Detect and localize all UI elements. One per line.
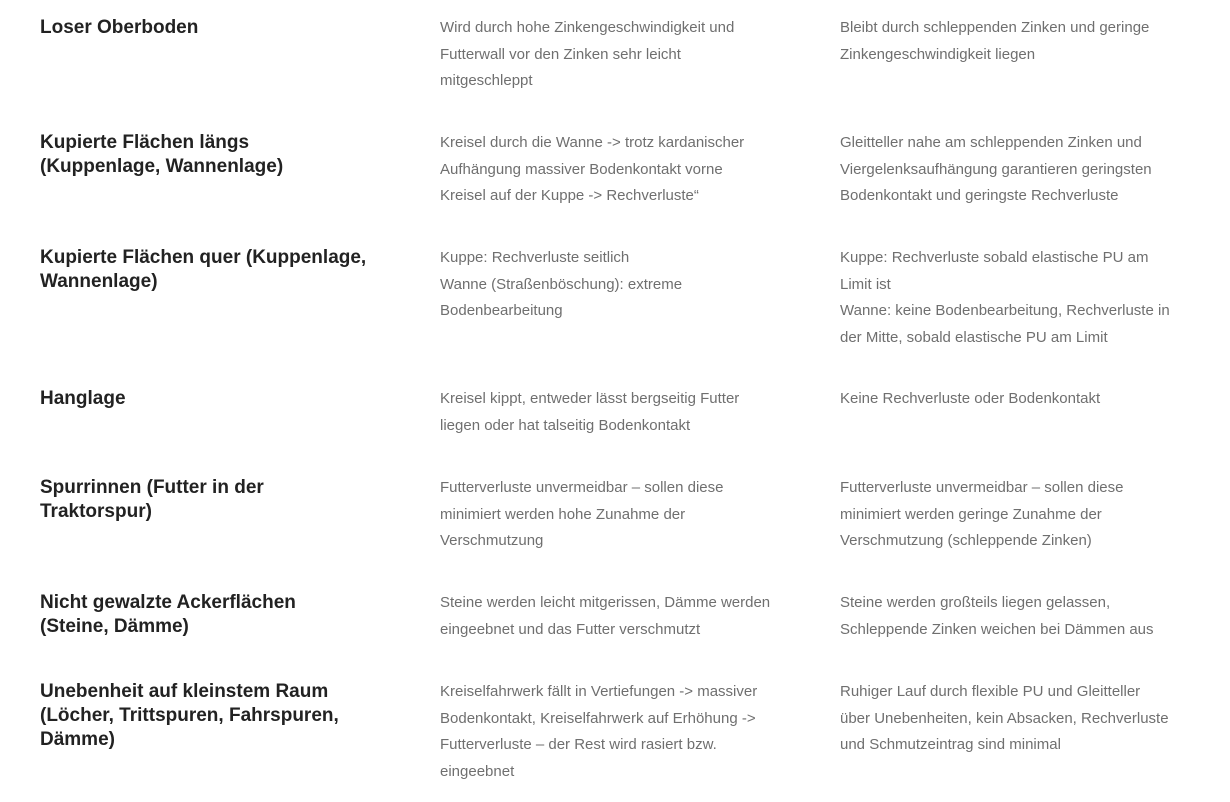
row-label: Nicht gewalzte Ackerflächen (Steine, Dämme) (40, 592, 296, 637)
belt-rake-cell: Bleibt durch schleppenden Zinken und geringe Zinkengeschwindigkeit liegen (840, 19, 1150, 63)
row-label: Hanglage (40, 388, 126, 409)
belt-rake-cell: Steine werden großteils liegen gelassen, Schleppende Zinken weichen bei Dämmen aus (840, 594, 1154, 638)
belt-rake-cell: Gleitteller nahe am schleppenden Zinken und Viergelenksaufhängung garantieren geringsten Bodenkontakt und geringste Rechverluste (840, 134, 1152, 204)
row-label: Spurrinnen (Futter in der Traktorspur) (40, 477, 264, 522)
row-label: Unebenheit auf kleinstem Raum (Löcher, Trittspuren, Fahrspuren, Dämme) (40, 681, 339, 750)
rotary-rake-cell: Kuppe: Rechverluste seitlich Wanne (Straßenböschung): extreme Bodenbearbeitung (440, 249, 683, 319)
row-label: Loser Oberboden (40, 17, 199, 38)
rotary-rake-cell: Steine werden leicht mitgerissen, Dämme werden eingeebnet und das Futter verschmutzt (440, 594, 771, 638)
rotary-rake-cell: Kreisel durch die Wanne -> trotz kardanischer Aufhängung massiver Bodenkontakt vorne Kreisel auf der Kuppe -> Rechverluste“ (440, 134, 745, 204)
belt-rake-cell: Keine Rechverluste oder Bodenkontakt (840, 390, 1101, 407)
belt-rake-cell: Ruhiger Lauf durch flexible PU und Gleitteller über Unebenheiten, kein Absacken, Rechverluste und Schmutzeintrag sind minimal (840, 683, 1169, 753)
belt-rake-cell: Kuppe: Rechverluste sobald elastische PU am Limit ist Wanne: keine Bodenbearbeitung, Rechverluste in der Mitte, sobald elastische PU am Limit (840, 249, 1170, 346)
belt-rake-cell: Futterverluste unvermeidbar – sollen diese minimiert werden geringe Zunahme der Verschmutzung (schleppende Zinken) (840, 479, 1124, 549)
rotary-rake-cell: Kreisel kippt, entweder lässt bergseitig Futter liegen oder hat talseitig Bodenkontakt (440, 390, 740, 434)
row-label: Kupierte Flächen längs (Kuppenlage, Wannenlage) (40, 132, 284, 177)
rotary-rake-cell: Wird durch hohe Zinkengeschwindigkeit und Futterwall vor den Zinken sehr leicht mitgeschleppt (440, 19, 735, 89)
rotary-rake-cell: Futterverluste unvermeidbar – sollen diese minimiert werden hohe Zunahme der Verschmutzung (440, 479, 724, 549)
row-label: Kupierte Flächen quer (Kuppenlage, Wannenlage) (40, 247, 367, 292)
rotary-rake-cell: Kreiselfahrwerk fällt in Vertiefungen -> massiver Bodenkontakt, Kreiselfahrwerk auf Erhöhung -> Futterverluste – der Rest wird rasiert bzw. eingeebnet (440, 683, 758, 780)
